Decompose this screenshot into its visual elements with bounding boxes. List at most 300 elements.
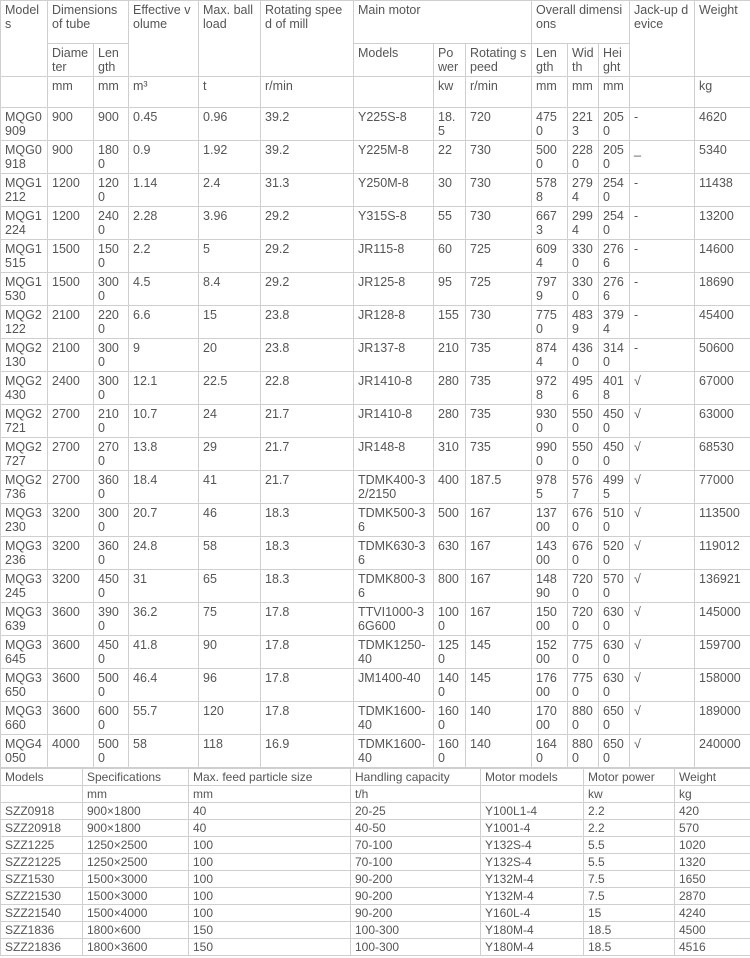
cell-length: 3600 [94, 471, 129, 504]
header-main-motor: Main motor [354, 1, 532, 44]
feeder-header-specs: Specifications [83, 769, 189, 786]
cell-speed: 18.3 [261, 504, 354, 537]
feeder-cell-capacity: 40-50 [351, 820, 481, 837]
cell-diameter: 1200 [48, 174, 94, 207]
table-row [1, 820, 750, 837]
cell-weight: 14600 [695, 240, 750, 273]
cell-overall-length: 9728 [532, 372, 568, 405]
cell-motor-speed: 167 [466, 603, 532, 636]
cell-model: MQG1530 [1, 273, 48, 306]
cell-overall-length: 14890 [532, 570, 568, 603]
table-row [1, 306, 750, 339]
cell-overall-height: 6300 [599, 636, 630, 669]
cell-power: 55 [434, 207, 466, 240]
table-row [1, 837, 750, 854]
cell-volume: 31 [129, 570, 199, 603]
header-motor-models: Models [354, 44, 434, 77]
cell-power: 60 [434, 240, 466, 273]
cell-motor-speed: 167 [466, 504, 532, 537]
cell-power: 1250 [434, 636, 466, 669]
cell-overall-height: 2766 [599, 240, 630, 273]
feeder-cell-model: SZZ20918 [1, 820, 83, 837]
cell-power: 280 [434, 372, 466, 405]
cell-overall-length: 8744 [532, 339, 568, 372]
cell-ball-load: 29 [199, 438, 261, 471]
table-row [1, 735, 750, 768]
cell-weight: 158000 [695, 669, 750, 702]
feeder-cell-specification: 1250×2500 [83, 837, 189, 854]
cell-model: MQG2122 [1, 306, 48, 339]
cell-overall-height: 6300 [599, 669, 630, 702]
cell-motor-speed: 140 [466, 735, 532, 768]
feeder-cell-max-feed: 100 [189, 837, 351, 854]
feeder-header-models: Models [1, 769, 83, 786]
cell-model: MQG3236 [1, 537, 48, 570]
cell-motor-speed: 725 [466, 273, 532, 306]
feeder-cell-motor-power: 5.5 [584, 837, 675, 854]
cell-jackup: √ [630, 735, 695, 768]
cell-motor-speed: 730 [466, 306, 532, 339]
cell-weight: 159700 [695, 636, 750, 669]
cell-length: 2200 [94, 306, 129, 339]
cell-ball-load: 22.5 [199, 372, 261, 405]
cell-overall-length: 6673 [532, 207, 568, 240]
feeder-cell-capacity: 100-300 [351, 939, 481, 956]
cell-motor-model: JR148-8 [354, 438, 434, 471]
table-row [1, 888, 750, 905]
cell-motor-model: JR1410-8 [354, 405, 434, 438]
cell-overall-width: 6760 [568, 504, 599, 537]
cell-length: 3000 [94, 372, 129, 405]
cell-weight: 113500 [695, 504, 750, 537]
feeder-cell-specification: 1800×3600 [83, 939, 189, 956]
cell-jackup: - [630, 207, 695, 240]
cell-overall-length: 6094 [532, 240, 568, 273]
cell-overall-height: 5100 [599, 504, 630, 537]
cell-motor-model: Y225S-8 [354, 108, 434, 141]
cell-model: MQG2727 [1, 438, 48, 471]
header-rotating-speed-mill: Rotating speed of mill [261, 1, 354, 77]
feeder-cell-motor-power: 15 [584, 905, 675, 922]
cell-jackup: √ [630, 636, 695, 669]
cell-motor-model: JR115-8 [354, 240, 434, 273]
cell-overall-width: 7750 [568, 669, 599, 702]
table-row [1, 273, 750, 306]
cell-model: MQG0918 [1, 141, 48, 174]
cell-diameter: 3200 [48, 504, 94, 537]
table-row [1, 922, 750, 939]
cell-speed: 29.2 [261, 273, 354, 306]
cell-weight: 4620 [695, 108, 750, 141]
cell-overall-width: 8800 [568, 735, 599, 768]
cell-model: MQG4050 [1, 735, 48, 768]
cell-jackup: √ [630, 372, 695, 405]
cell-speed: 39.2 [261, 108, 354, 141]
cell-jackup: - [630, 240, 695, 273]
table-row [1, 207, 750, 240]
table-row [1, 905, 750, 922]
cell-model: MQG3650 [1, 669, 48, 702]
unit-models [1, 77, 48, 108]
cell-diameter: 2700 [48, 438, 94, 471]
cell-diameter: 900 [48, 108, 94, 141]
feeder-cell-max-feed: 40 [189, 803, 351, 820]
cell-power: 1600 [434, 735, 466, 768]
cell-overall-width: 4360 [568, 339, 599, 372]
cell-length: 3600 [94, 537, 129, 570]
header-jackup: Jack-up device [630, 1, 695, 77]
feeder-cell-weight: 4516 [675, 939, 750, 956]
cell-ball-load: 120 [199, 702, 261, 735]
cell-speed: 21.7 [261, 405, 354, 438]
cell-overall-height: 4500 [599, 438, 630, 471]
cell-motor-speed: 145 [466, 669, 532, 702]
cell-overall-length: 17600 [532, 669, 568, 702]
cell-overall-width: 7200 [568, 603, 599, 636]
cell-motor-model: JR125-8 [354, 273, 434, 306]
cell-power: 18.5 [434, 108, 466, 141]
cell-jackup: √ [630, 537, 695, 570]
table-row [1, 141, 750, 174]
cell-diameter: 1500 [48, 240, 94, 273]
cell-jackup: √ [630, 471, 695, 504]
cell-overall-length: 9785 [532, 471, 568, 504]
cell-motor-model: TDMK400-32/2150 [354, 471, 434, 504]
cell-overall-height: 2540 [599, 207, 630, 240]
cell-speed: 39.2 [261, 141, 354, 174]
cell-overall-length: 9900 [532, 438, 568, 471]
feeder-cell-specification: 1500×4000 [83, 905, 189, 922]
cell-overall-height: 4500 [599, 405, 630, 438]
cell-speed: 23.8 [261, 306, 354, 339]
cell-volume: 36.2 [129, 603, 199, 636]
feeder-cell-motor-power: 18.5 [584, 939, 675, 956]
cell-model: MQG2430 [1, 372, 48, 405]
cell-diameter: 2700 [48, 405, 94, 438]
cell-motor-speed: 167 [466, 537, 532, 570]
cell-model: MQG3660 [1, 702, 48, 735]
cell-power: 1600 [434, 702, 466, 735]
feeder-cell-capacity: 20-25 [351, 803, 481, 820]
table-row [1, 504, 750, 537]
cell-jackup: √ [630, 603, 695, 636]
cell-speed: 21.7 [261, 438, 354, 471]
cell-weight: 50600 [695, 339, 750, 372]
cell-overall-length: 4750 [532, 108, 568, 141]
table-row [1, 240, 750, 273]
cell-overall-width: 7200 [568, 570, 599, 603]
cell-power: 630 [434, 537, 466, 570]
cell-overall-height: 3140 [599, 339, 630, 372]
cell-motor-speed: 735 [466, 339, 532, 372]
cell-model: MQG3639 [1, 603, 48, 636]
cell-power: 500 [434, 504, 466, 537]
feeder-cell-motor-model: Y132M-4 [481, 871, 584, 888]
cell-speed: 18.3 [261, 537, 354, 570]
header-overall-width: Width [568, 44, 599, 77]
table-row [1, 871, 750, 888]
cell-overall-length: 1640 [532, 735, 568, 768]
cell-power: 95 [434, 273, 466, 306]
cell-overall-length: 17000 [532, 702, 568, 735]
feeder-cell-motor-model: Y132S-4 [481, 854, 584, 871]
cell-overall-height: 3794 [599, 306, 630, 339]
cell-overall-height: 2050 [599, 108, 630, 141]
feeder-cell-capacity: 70-100 [351, 854, 481, 871]
cell-motor-speed: 725 [466, 240, 532, 273]
cell-model: MQG1224 [1, 207, 48, 240]
cell-jackup: - [630, 174, 695, 207]
cell-motor-model: JR1410-8 [354, 372, 434, 405]
cell-motor-speed: 167 [466, 570, 532, 603]
cell-volume: 55.7 [129, 702, 199, 735]
cell-speed: 17.8 [261, 702, 354, 735]
header-overall-length: Length [532, 44, 568, 77]
table-row [1, 438, 750, 471]
cell-motor-speed: 735 [466, 438, 532, 471]
cell-volume: 2.2 [129, 240, 199, 273]
cell-jackup: √ [630, 702, 695, 735]
feeder-unit-motor-models [481, 786, 584, 803]
cell-overall-height: 5200 [599, 537, 630, 570]
cell-weight: 13200 [695, 207, 750, 240]
cell-motor-model: TTVI1000-36G600 [354, 603, 434, 636]
feeder-cell-weight: 570 [675, 820, 750, 837]
cell-diameter: 3600 [48, 636, 94, 669]
cell-speed: 22.8 [261, 372, 354, 405]
feeder-cell-weight: 4500 [675, 922, 750, 939]
cell-ball-load: 3.96 [199, 207, 261, 240]
cell-overall-length: 15000 [532, 603, 568, 636]
cell-overall-width: 2213 [568, 108, 599, 141]
feeder-header-max-feed: Max. feed particle size [189, 769, 351, 786]
cell-ball-load: 0.96 [199, 108, 261, 141]
cell-jackup: - [630, 108, 695, 141]
header-power: Power [434, 44, 466, 77]
cell-overall-width: 5500 [568, 438, 599, 471]
feeder-cell-max-feed: 100 [189, 854, 351, 871]
cell-jackup: √ [630, 570, 695, 603]
table-row [1, 939, 750, 956]
feeder-cell-capacity: 90-200 [351, 905, 481, 922]
cell-weight: 11438 [695, 174, 750, 207]
cell-length: 3000 [94, 504, 129, 537]
feeder-cell-model: SZZ1836 [1, 922, 83, 939]
cell-ball-load: 90 [199, 636, 261, 669]
cell-ball-load: 96 [199, 669, 261, 702]
feeder-header-motor-models: Motor models [481, 769, 584, 786]
table-row [1, 108, 750, 141]
table-row [1, 174, 750, 207]
cell-weight: 5340 [695, 141, 750, 174]
cell-ball-load: 15 [199, 306, 261, 339]
header-max-ball-load: Max. ball load [199, 1, 261, 77]
cell-diameter: 1200 [48, 207, 94, 240]
cell-length: 6000 [94, 702, 129, 735]
feeder-unit-weight: kg [675, 786, 750, 803]
cell-overall-height: 6500 [599, 702, 630, 735]
feeder-unit-max-feed: mm [189, 786, 351, 803]
header-dimensions: Dimensions of tube [48, 1, 129, 44]
cell-diameter: 2400 [48, 372, 94, 405]
cell-speed: 17.8 [261, 636, 354, 669]
feeder-cell-weight: 420 [675, 803, 750, 820]
cell-diameter: 2700 [48, 471, 94, 504]
cell-jackup: - [630, 306, 695, 339]
cell-speed: 23.8 [261, 339, 354, 372]
cell-volume: 24.8 [129, 537, 199, 570]
cell-length: 3900 [94, 603, 129, 636]
feeder-cell-weight: 1020 [675, 837, 750, 854]
cell-length: 4500 [94, 570, 129, 603]
table-row [1, 570, 750, 603]
table-row [1, 854, 750, 871]
cell-volume: 41.8 [129, 636, 199, 669]
feeder-cell-model: SZZ1225 [1, 837, 83, 854]
cell-jackup: √ [630, 405, 695, 438]
cell-length: 1800 [94, 141, 129, 174]
feeder-cell-motor-model: Y160L-4 [481, 905, 584, 922]
feeder-cell-capacity: 90-200 [351, 888, 481, 905]
cell-speed: 17.8 [261, 603, 354, 636]
cell-overall-height: 4018 [599, 372, 630, 405]
cell-diameter: 2100 [48, 339, 94, 372]
table-row [1, 537, 750, 570]
feeder-spec-table [0, 768, 750, 956]
cell-weight: 119012 [695, 537, 750, 570]
cell-volume: 46.4 [129, 669, 199, 702]
feeder-cell-specification: 900×1800 [83, 820, 189, 837]
feeder-cell-motor-power: 18.5 [584, 922, 675, 939]
feeder-cell-motor-power: 2.2 [584, 820, 675, 837]
cell-power: 400 [434, 471, 466, 504]
cell-length: 2400 [94, 207, 129, 240]
cell-power: 310 [434, 438, 466, 471]
unit-o-width: mm [568, 77, 599, 108]
feeder-header-capacity: Handling capacity [351, 769, 481, 786]
cell-volume: 4.5 [129, 273, 199, 306]
cell-motor-model: TDMK1250-40 [354, 636, 434, 669]
cell-power: 210 [434, 339, 466, 372]
cell-diameter: 3600 [48, 669, 94, 702]
cell-ball-load: 75 [199, 603, 261, 636]
cell-length: 2100 [94, 405, 129, 438]
feeder-cell-motor-model: Y1001-4 [481, 820, 584, 837]
cell-overall-length: 9300 [532, 405, 568, 438]
cell-weight: 63000 [695, 405, 750, 438]
cell-overall-height: 4995 [599, 471, 630, 504]
feeder-cell-motor-power: 2.2 [584, 803, 675, 820]
cell-overall-width: 7750 [568, 636, 599, 669]
feeder-cell-capacity: 100-300 [351, 922, 481, 939]
cell-length: 3000 [94, 339, 129, 372]
header-models: Models [1, 1, 48, 77]
cell-volume: 2.28 [129, 207, 199, 240]
cell-ball-load: 58 [199, 537, 261, 570]
cell-overall-width: 3300 [568, 273, 599, 306]
cell-power: 155 [434, 306, 466, 339]
cell-model: MQG2130 [1, 339, 48, 372]
cell-volume: 6.6 [129, 306, 199, 339]
cell-speed: 21.7 [261, 471, 354, 504]
cell-diameter: 900 [48, 141, 94, 174]
cell-speed: 31.3 [261, 174, 354, 207]
cell-volume: 20.7 [129, 504, 199, 537]
feeder-cell-motor-power: 7.5 [584, 888, 675, 905]
feeder-cell-motor-power: 5.5 [584, 854, 675, 871]
cell-ball-load: 41 [199, 471, 261, 504]
feeder-cell-capacity: 90-200 [351, 871, 481, 888]
cell-overall-width: 2794 [568, 174, 599, 207]
cell-ball-load: 46 [199, 504, 261, 537]
cell-model: MQG3645 [1, 636, 48, 669]
cell-power: 800 [434, 570, 466, 603]
cell-overall-height: 5700 [599, 570, 630, 603]
table-row [1, 803, 750, 820]
cell-power: 1000 [434, 603, 466, 636]
cell-model: MQG2721 [1, 405, 48, 438]
cell-length: 1500 [94, 240, 129, 273]
cell-weight: 189000 [695, 702, 750, 735]
cell-volume: 13.8 [129, 438, 199, 471]
feeder-cell-weight: 1320 [675, 854, 750, 871]
cell-volume: 0.45 [129, 108, 199, 141]
unit-volume: m³ [129, 77, 199, 108]
feeder-cell-model: SZZ1530 [1, 871, 83, 888]
feeder-cell-specification: 1250×2500 [83, 854, 189, 871]
header-diameter: Diameter [48, 44, 94, 77]
unit-power: kw [434, 77, 466, 108]
cell-motor-speed: 735 [466, 405, 532, 438]
cell-jackup: - [630, 339, 695, 372]
feeder-cell-motor-model: Y180M-4 [481, 922, 584, 939]
feeder-cell-weight: 1650 [675, 871, 750, 888]
cell-volume: 0.9 [129, 141, 199, 174]
cell-power: 22 [434, 141, 466, 174]
cell-speed: 29.2 [261, 207, 354, 240]
unit-jackup [630, 77, 695, 108]
cell-speed: 16.9 [261, 735, 354, 768]
cell-overall-length: 5000 [532, 141, 568, 174]
cell-overall-height: 2050 [599, 141, 630, 174]
cell-weight: 67000 [695, 372, 750, 405]
feeder-cell-max-feed: 100 [189, 888, 351, 905]
cell-motor-speed: 140 [466, 702, 532, 735]
cell-power: 1400 [434, 669, 466, 702]
table-row [1, 405, 750, 438]
table-row [1, 603, 750, 636]
cell-model: MQG2736 [1, 471, 48, 504]
feeder-unit-capacity: t/h [351, 786, 481, 803]
cell-motor-speed: 145 [466, 636, 532, 669]
feeder-cell-model: SZZ21540 [1, 905, 83, 922]
cell-diameter: 3200 [48, 537, 94, 570]
cell-overall-width: 4839 [568, 306, 599, 339]
feeder-cell-weight: 4240 [675, 905, 750, 922]
cell-model: MQG3245 [1, 570, 48, 603]
unit-weight: kg [695, 77, 750, 108]
cell-weight: 18690 [695, 273, 750, 306]
cell-overall-width: 6760 [568, 537, 599, 570]
cell-speed: 18.3 [261, 570, 354, 603]
unit-length: mm [94, 77, 129, 108]
feeder-cell-motor-model: Y132M-4 [481, 888, 584, 905]
cell-motor-model: TDMK800-36 [354, 570, 434, 603]
cell-overall-width: 5767 [568, 471, 599, 504]
cell-diameter: 3600 [48, 603, 94, 636]
cell-weight: 77000 [695, 471, 750, 504]
cell-overall-width: 5500 [568, 405, 599, 438]
